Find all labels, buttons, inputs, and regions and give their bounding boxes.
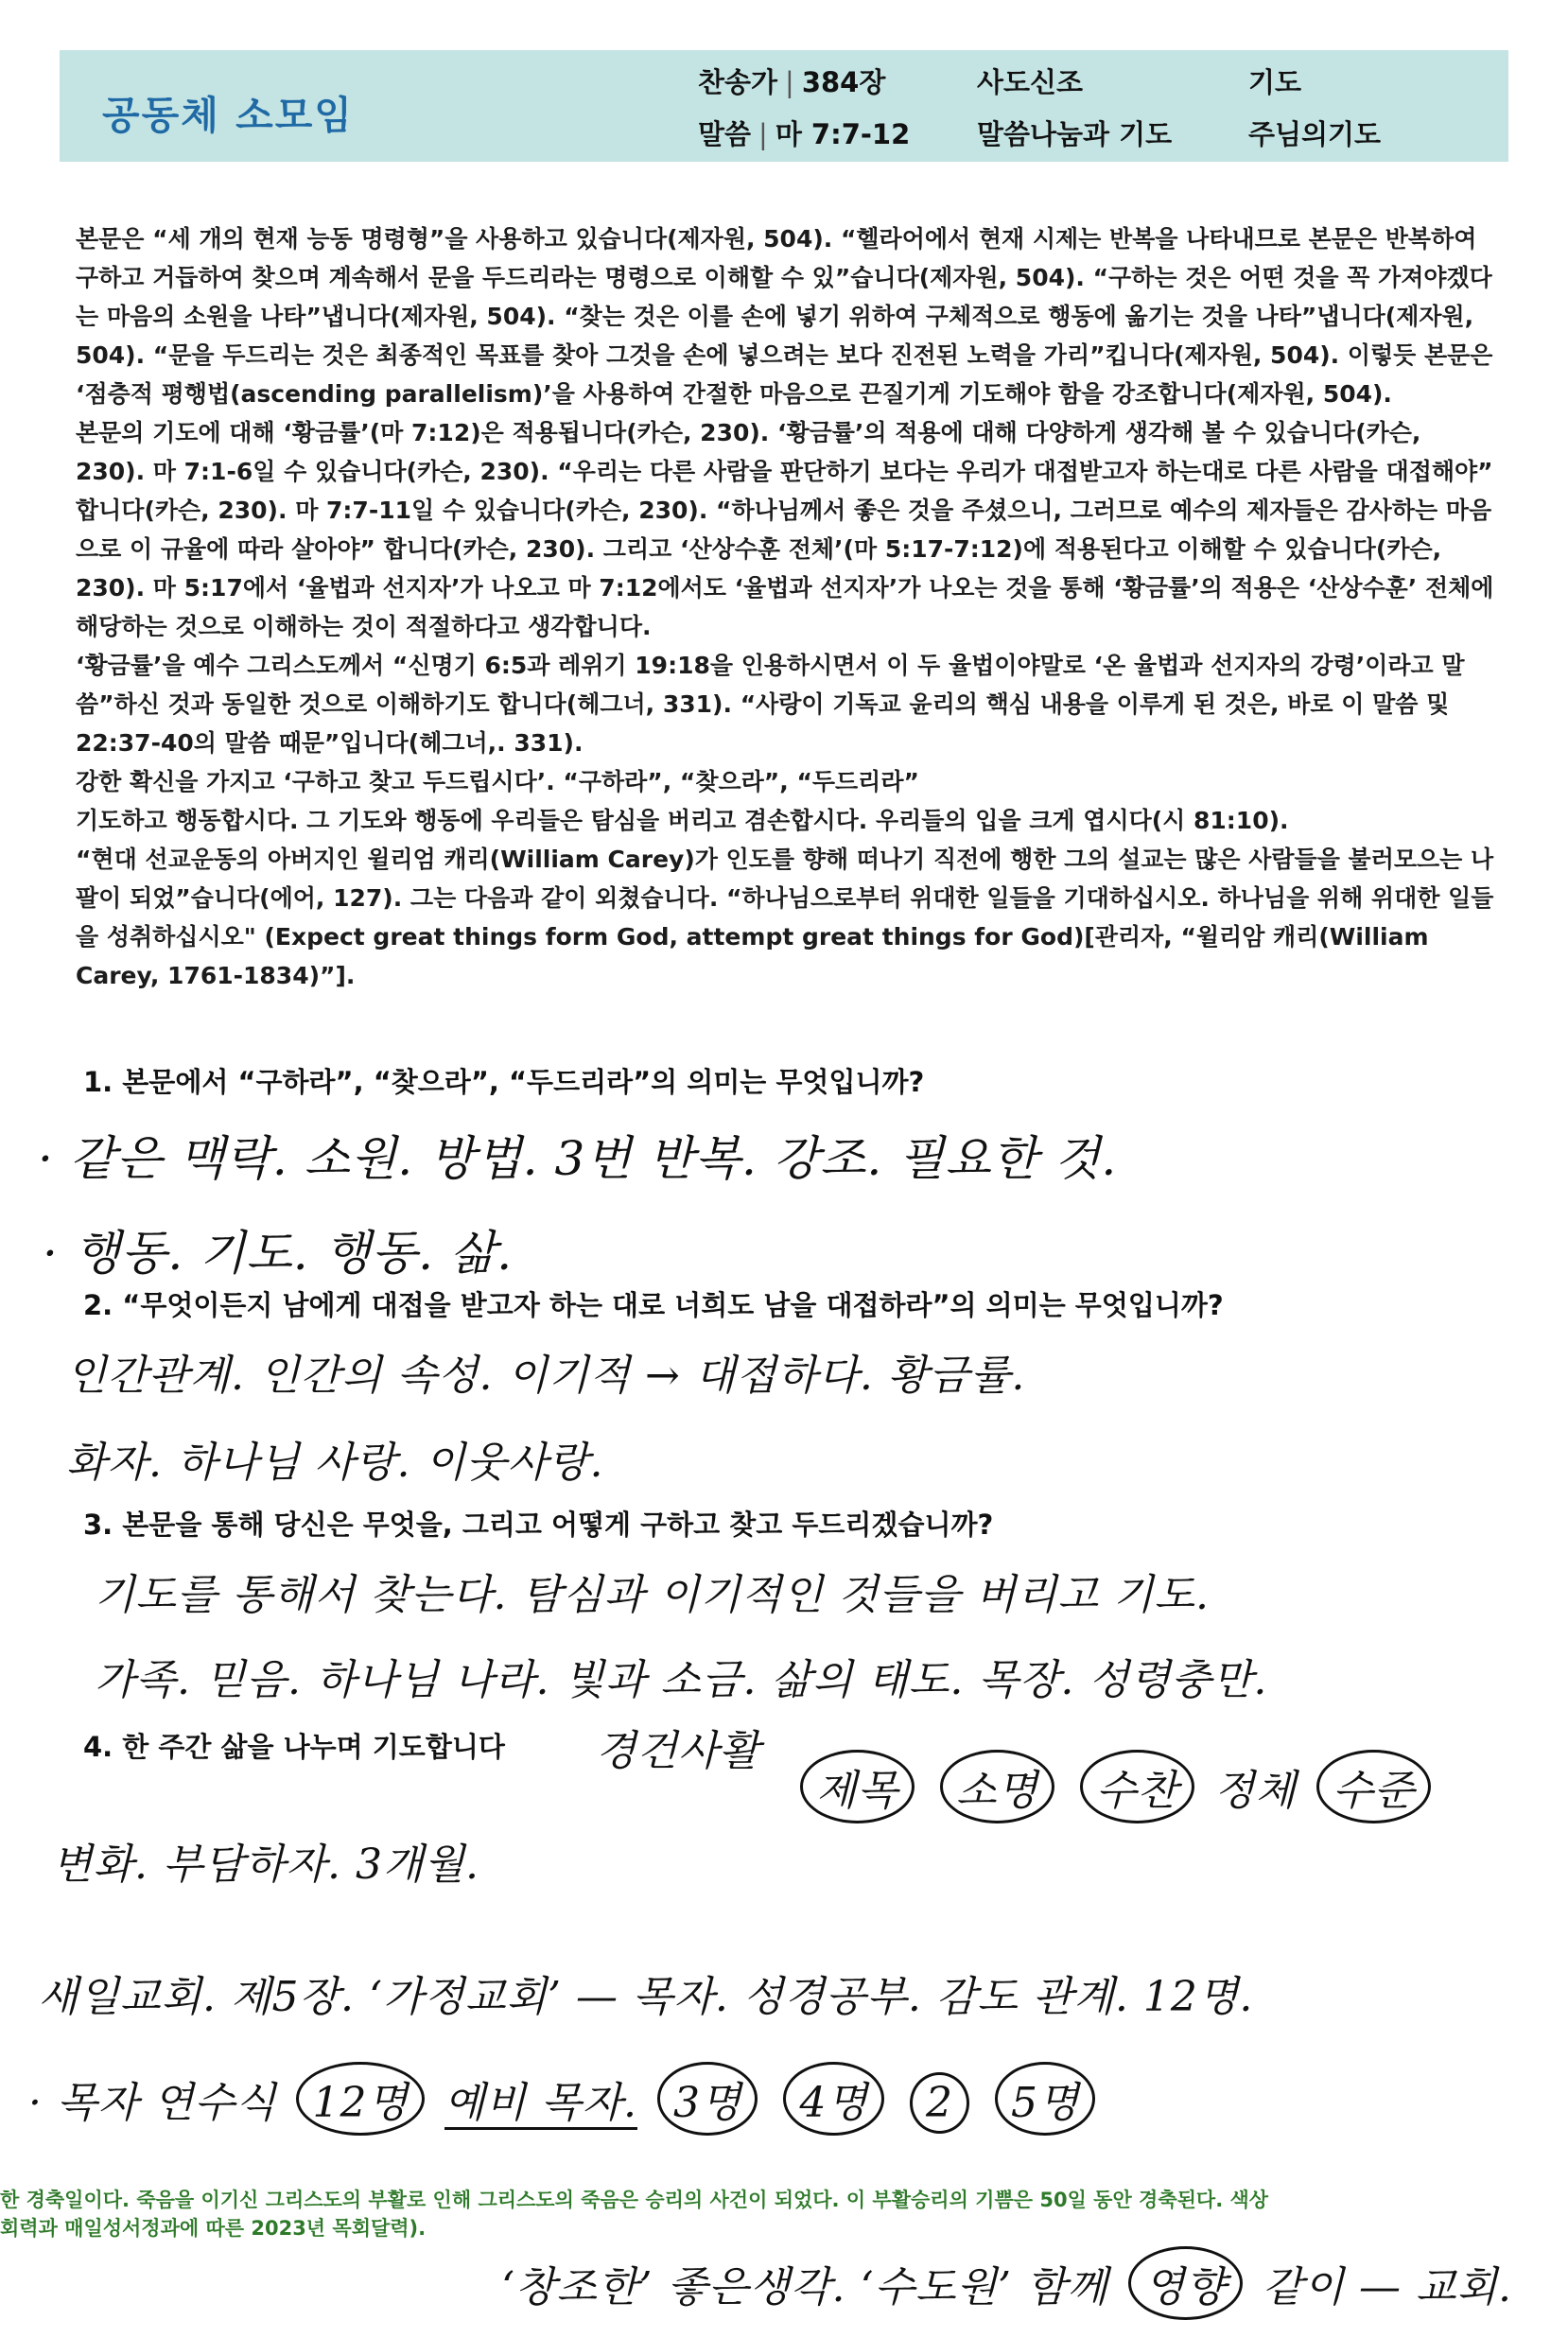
- hymn-value: 384장: [801, 66, 886, 98]
- scripture-info: 말씀 | 마 7:7-12: [698, 118, 911, 150]
- header-banner: [60, 50, 1508, 162]
- circled-word: 4명: [783, 2062, 884, 2136]
- circled-word: 2: [910, 2072, 969, 2134]
- circled-word: 3명: [657, 2062, 758, 2136]
- handwritten-word: 같이 — 교회.: [1263, 2263, 1512, 2312]
- handwritten-answer-2a: 인간관계. 인간의 속성. 이기적 → 대접하다. 황금률.: [66, 1352, 1026, 1400]
- handwritten-word: ‘창조한’: [501, 2263, 653, 2312]
- handwritten-answer-4: 변화. 부담하자. 3개월.: [52, 1841, 479, 1889]
- handwritten-answer-3b: 가족. 믿음. 하나님 나라. 빛과 소금. 삶의 태도. 목장. 성령충만.: [95, 1656, 1268, 1704]
- handwritten-word: · 목자 연수식: [28, 2079, 277, 2127]
- handwritten-circled-row: [794, 1750, 1437, 1823]
- body-paragraph: 본문은 “세 개의 현재 능동 명령형”을 사용하고 있습니다(제자원, 504). “헬라어에서 현재 시제는 반복을 나타내므로 본문은 반복하여 구하고 거듭하여 찾으며 계속해서 문을 두드리라는 명령으로 이해할 수 있”습니다(제자원, 504). “구하는 것은 어떤 것을 꼭 가져야겠다는 마음의 소원을 나타”냅니다(제자원, 504). “찾는 것은 이를 손에 넣기 위하여 구체적으로 행동에 옮기는 것을 나타”냅니다(제자원, 504). “문을 두드리는 것은 최종적인 목표를 찾아 그것을 손에 넣으려는 보다 진전된 노력을 가리”킵니다(제자원, 504). 이렇듯 본문은 ‘점층적 평행법(ascending parallelism)’을 사용하여 간절한 마음으로 끈질기게 기도해야 함을 강조합니다(제자원, 504).: [76, 225, 1493, 408]
- handwritten-word: 좋은생각.: [667, 2263, 846, 2312]
- question-1: 1. 본문에서 “구하라”, “찾으라”, “두드리라”의 의미는 무엇입니까?: [83, 1066, 925, 1098]
- scripture-value: 마 7:7-12: [775, 118, 911, 150]
- body-paragraph: “현대 선교운동의 아버지인 윌리엄 캐리(William Carey)가 인도를 향해 떠나기 직전에 행한 그의 설교는 많은 사람들을 불러모으는 나팔이 되었”습니다(에어, 127). 그는 다음과 같이 외쳤습니다. “하나님으로부터 위대한 일들을 기대하십시오. 하나님을 위해 위대한 일들을 성취하십시오" (Expect great things form God, attempt great things for God)[관리자, “윌리암 캐리(William Carey, 1761-1834)”].: [76, 846, 1494, 989]
- handwritten-extra-1: 새일교회. 제5장. ‘가정교회’ — 목자. 성경공부. 감도 관계. 12명.: [38, 1973, 1254, 2021]
- sermon-body: [76, 219, 1494, 995]
- handwritten-answer-2b: 화자. 하나님 사랑. 이웃사랑.: [66, 1439, 604, 1487]
- lords-prayer-label: 주님의기도: [1248, 118, 1382, 150]
- handwritten-side-note: 경건사활: [596, 1727, 761, 1775]
- question-4: 4. 한 주간 삶을 나누며 기도합니다: [83, 1731, 505, 1763]
- circled-word: 소명: [940, 1750, 1054, 1823]
- body-paragraph: 기도하고 행동합시다. 그 기도와 행동에 우리들은 탐심을 버리고 겸손합시다. 우리들의 입을 크게 엽시다(시 81:10).: [76, 807, 1289, 834]
- body-paragraph: ‘황금률’을 예수 그리스도께서 “신명기 6:5과 레위기 19:18을 인용하시면서 이 두 율법이야말로 ‘온 율법과 선지자의 강령’이라고 말씀”하신 것과 동일한 것으로 이해하기도 합니다(헤그너, 331). “사랑이 기독교 윤리의 핵심 내용을 이루게 된 것은, 바로 이 말씀 및 22:37-40의 말씀 때문”입니다(헤그너,. 331).: [76, 652, 1465, 757]
- handwritten-word: 예비 목자.: [444, 2079, 637, 2130]
- handwritten-answer-3a: 기도를 통해서 찾는다. 탐심과 이기적인 것들을 버리고 기도.: [95, 1571, 1210, 1619]
- handwritten-word: ‘수도원’: [860, 2263, 1012, 2312]
- footnote-line-2: 회력과 매일성서정과에 따른 2023년 목회달력).: [0, 2217, 427, 2240]
- question-3: 3. 본문을 통해 당신은 무엇을, 그리고 어떻게 구하고 찾고 두드리겠습니까?: [83, 1509, 994, 1541]
- creed-label: 사도신조: [977, 66, 1084, 98]
- body-paragraph: 강한 확신을 가지고 ‘구하고 찾고 두드립시다’. “구하라”, “찾으라”, “두드리라”: [76, 768, 919, 795]
- scripture-label: 말씀: [698, 118, 752, 150]
- circled-word: 12명: [296, 2062, 425, 2136]
- sharing-label: 말씀나눔과 기도: [977, 118, 1173, 150]
- circled-word: 영향: [1128, 2246, 1243, 2320]
- handwritten-bottom-line: [501, 2246, 1512, 2320]
- hymn-info: 찬송가 | 384장: [698, 66, 886, 98]
- handwritten-answer-1a: · 같은 맥락. 소원. 방법. 3번 반복. 강조. 필요한 것.: [38, 1131, 1118, 1186]
- circled-word: 수준: [1316, 1750, 1431, 1823]
- handwritten-extra-2: [28, 2062, 1101, 2136]
- handwritten-word: 정체: [1214, 1767, 1298, 1815]
- body-paragraph: 본문의 기도에 대해 ‘황금률’(마 7:12)은 적용됩니다(카슨, 230). ‘황금률’의 적용에 대해 다양하게 생각해 볼 수 있습니다(카슨, 230). 마 7:1-6일 수 있습니다(카슨, 230). “우리는 다른 사람을 판단하기 보다는 우리가 대접받고자 하는대로 다른 사람을 대접해야” 합니다(카슨, 230). 마 7:7-11일 수 있습니다(카슨, 230). “하나님께서 좋은 것을 주셨으니, 그러므로 예수의 제자들은 감사하는 마음으로 이 규율에 따라 살아야” 합니다(카슨, 230). 그리고 ‘산상수훈 전체’(마 5:17-7:12)에 적용된다고 이해할 수 있습니다(카슨, 230). 마 5:17에서 ‘율법과 선지자’가 나오고 마 7:12에서도 ‘율법과 선지자’가 나오는 것을 통해 ‘황금률’의 적용은 ‘산상수훈’ 전체에 해당하는 것으로 이해하는 것이 적절하다고 생각합니다.: [76, 419, 1494, 640]
- circled-word: 5명: [995, 2062, 1096, 2136]
- handwritten-answer-1b: · 행동. 기도. 행동. 삶.: [43, 1226, 514, 1281]
- circled-word: 제목: [800, 1750, 915, 1823]
- page-title: 공동체 소모임: [102, 93, 354, 138]
- handwritten-word: 함께: [1025, 2263, 1108, 2312]
- prayer-label: 기도: [1248, 66, 1302, 98]
- circled-word: 수찬: [1080, 1750, 1194, 1823]
- footnote-line-1: 한 경축일이다. 죽음을 이기신 그리스도의 부활로 인해 그리스도의 죽음은 승리의 사건이 되었다. 이 부활승리의 기쁨은 50일 동안 경축된다. 색상: [0, 2189, 1269, 2211]
- question-2: 2. “무엇이든지 남에게 대접을 받고자 하는 대로 너희도 남을 대접하라”의 의미는 무엇입니까?: [83, 1289, 1224, 1321]
- hymn-label: 찬송가: [698, 66, 778, 98]
